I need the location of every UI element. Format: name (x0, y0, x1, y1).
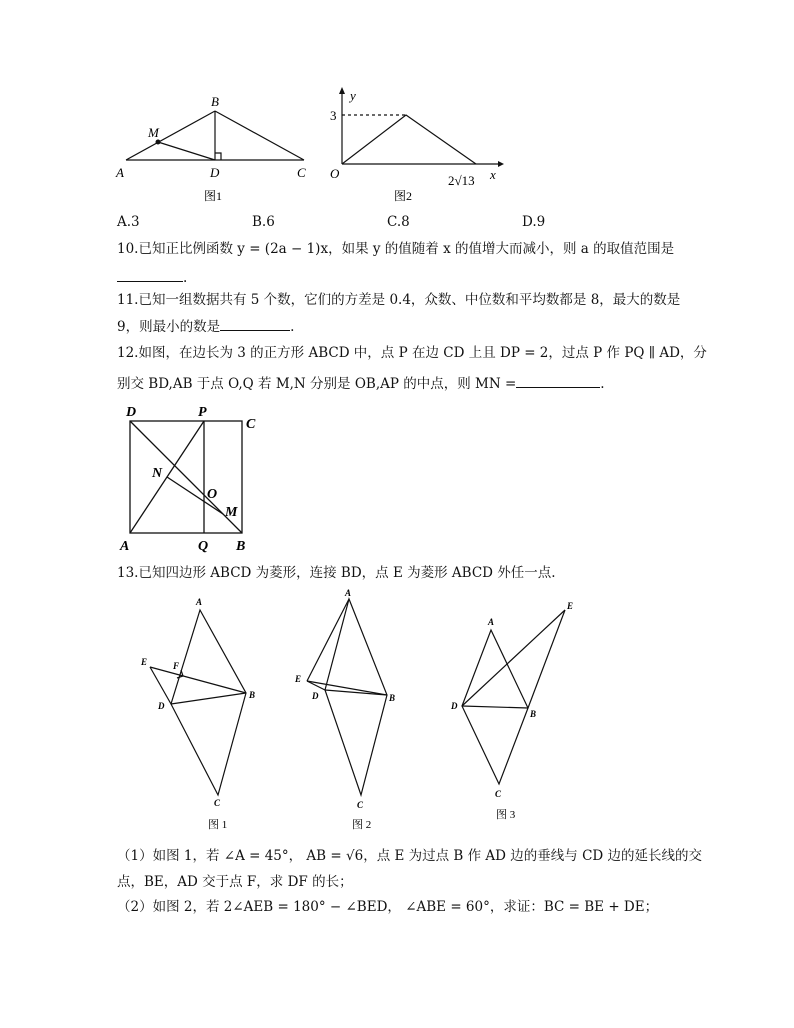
question-13-intro (117, 564, 556, 582)
label-p: P (198, 405, 207, 420)
segment-ab (126, 111, 215, 160)
question-10-text: 已知正比例函数 y = (2a − 1)x，如果 y 的值随着 x 的值增大而减小，则 a 的取值范围是 (138, 241, 675, 257)
label-m: M (225, 505, 238, 520)
question-13-figure-3 (446, 596, 596, 831)
question-11-answer-blank[interactable] (220, 316, 290, 331)
label-d: D (126, 405, 137, 420)
segment-ed (150, 667, 171, 704)
figure-2-graph (318, 86, 508, 204)
segment-be (528, 610, 565, 708)
question-11-end: . (290, 319, 295, 335)
option-d: D.9 (522, 214, 546, 230)
question-12-figure (112, 400, 272, 555)
question-11-line-1 (117, 291, 680, 309)
label-m: M (148, 125, 159, 140)
label-a: A (345, 588, 352, 598)
segment-bd (171, 693, 246, 704)
label-c: C (357, 800, 364, 810)
label-c: C (246, 417, 256, 432)
question-12-line-1 (117, 344, 707, 362)
label-d: D (312, 691, 319, 701)
question-12-end: . (600, 376, 605, 392)
segment-ea (307, 599, 349, 681)
option-b: B.6 (252, 214, 275, 230)
label-c: C (495, 789, 502, 799)
question-12-text-2: 别交 BD,AB 于点 O,Q 若 M,N 分别是 OB,AP 的中点，则 MN = (117, 376, 517, 392)
question-11-line-2 (117, 316, 294, 336)
label-b: B (530, 709, 537, 719)
right-angle-mark (215, 153, 221, 160)
label-a: A (116, 165, 124, 180)
question-13-part-1-line-2: 点，BE，AD 交于点 F，求 DF 的长； (117, 874, 353, 890)
label-c: C (297, 165, 306, 180)
segment-be (150, 667, 246, 693)
label-n: N (152, 466, 163, 481)
label-x: x (490, 167, 496, 182)
label-b: B (249, 690, 256, 700)
label-a: A (488, 617, 495, 627)
figure-2-caption: 图2 (394, 189, 413, 203)
option-c: C.8 (387, 214, 410, 230)
label-a: A (120, 539, 130, 554)
question-12-number: 12. (117, 345, 139, 361)
label-e: E (141, 657, 148, 667)
question-10-end: . (183, 270, 188, 286)
label-q: Q (198, 539, 209, 554)
segment-bc (215, 111, 304, 160)
figure-1-caption: 图1 (204, 189, 223, 203)
question-13-figure-2 (290, 586, 420, 836)
question-12-answer-blank[interactable] (516, 373, 600, 388)
label-o: O (207, 487, 218, 502)
figure-1-caption: 图 1 (208, 819, 228, 831)
label-f: F (173, 661, 180, 671)
question-12-line-2 (117, 373, 605, 393)
question-13-figure-1 (136, 592, 266, 832)
question-13-number: 13. (117, 565, 139, 581)
question-10-answer-blank[interactable] (117, 267, 183, 282)
y-arrow-icon (339, 87, 345, 94)
label-d: D (210, 165, 220, 180)
question-10-line-1 (117, 240, 674, 258)
label-d: D (451, 701, 458, 711)
option-a: A.3 (117, 214, 140, 230)
question-13-text: 已知四边形 ABCD 为菱形，连接 BD，点 E 为菱形 ABCD 外任一点. (138, 565, 556, 581)
label-b: B (211, 94, 219, 109)
graph-line (342, 115, 476, 164)
figure-3-caption: 图 3 (496, 809, 516, 821)
question-11-text: 已知一组数据共有 5 个数，它们的方差是 0.4，众数、中位数和平均数都是 8，最大的数是 (138, 292, 681, 308)
segment-bd (325, 690, 387, 695)
question-13-part-2-line-1: （2）如图 2，若 2∠AEB = 180° − ∠BED， ∠ABE = 60°，求证：BC = BE + DE； (117, 899, 659, 915)
question-10-number: 10. (117, 241, 139, 257)
label-a: A (196, 597, 203, 607)
label-o: O (330, 166, 340, 181)
figure-2-caption: 图 2 (352, 819, 372, 831)
point-m (156, 140, 161, 145)
figure-1-triangle (112, 92, 312, 204)
question-12-text: 如图，在边长为 3 的正方形 ABCD 中，点 P 在边 CD 上且 DP = 2，过点 P 作 PQ ∥ AD，分 (138, 345, 707, 361)
x-arrow-icon (498, 161, 504, 167)
label-b: B (236, 539, 246, 554)
question-10-line-2 (117, 267, 187, 287)
label-b: B (389, 693, 396, 703)
question-13-part-1-line-1: （1）如图 1，若 ∠A = 45°， AB = √6，点 E 为过点 B 作 AD 边的垂线与 CD 边的延长线的交 (117, 848, 703, 864)
question-11-text-2: 9，则最小的数是 (117, 319, 221, 335)
segment-md (158, 142, 215, 160)
segment-eb (307, 681, 387, 695)
label-d: D (158, 701, 165, 711)
segment-bd (462, 706, 528, 708)
segment-de (462, 610, 565, 706)
label-e: E (567, 601, 574, 611)
label-c: C (214, 798, 221, 808)
question-11-number: 11. (117, 292, 139, 308)
label-xmax: 2√13 (448, 173, 475, 188)
label-e: E (295, 674, 302, 684)
label-three: 3 (330, 108, 337, 123)
label-y: y (350, 88, 356, 103)
